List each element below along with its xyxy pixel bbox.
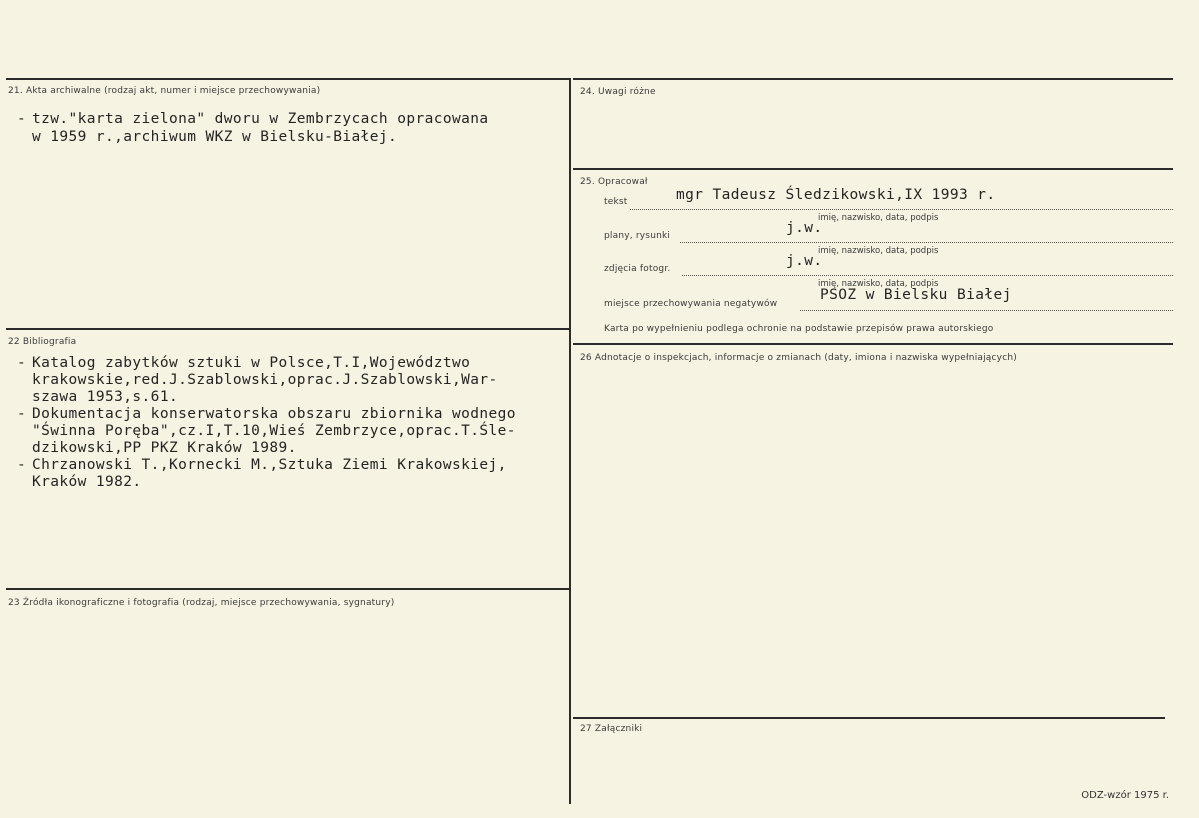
author-text-label: tekst <box>604 197 628 207</box>
bibliography-line: Dokumentacja konserwatorska obszaru zbiornika wodnego <box>32 406 516 422</box>
section-25-label: 25. Opracował <box>580 177 648 187</box>
copyright-note: Karta po wypełnieniu podlega ochronie na podstawie przepisów prawa autorskiego <box>604 324 994 334</box>
bibliography-dash: - <box>17 406 27 422</box>
bibliography-dash: - <box>17 355 27 371</box>
section-26-label: 26 Adnotacje o inspekcjach, informacje o zmianach (daty, imiona i nazwiska wypełniających) <box>580 353 1017 363</box>
photos-label: zdjęcia fotogr. <box>604 264 671 274</box>
plans-value: j.w. <box>786 220 823 236</box>
archive-entry-line: tzw."karta zielona" dworu w Zembrzycach opracowana <box>32 111 489 127</box>
bibliography-entry <box>17 457 516 491</box>
author-text-value: mgr Tadeusz Śledzikowski,IX 1993 r. <box>676 187 996 203</box>
plans-label: plany, rysunki <box>604 231 671 241</box>
bibliography-line: "Świnna Poręba",cz.I,T.10,Wieś Zembrzyce,oprac.T.Śle- <box>32 423 516 439</box>
rule-25-26 <box>573 343 1173 345</box>
plans-hint: imię, nazwisko, data, podpis <box>818 246 939 256</box>
bibliography-entry <box>17 355 516 406</box>
section-24-label: 24. Uwagi różne <box>580 87 656 97</box>
photos-dotline <box>682 275 1173 276</box>
negatives-location-value: PSOZ w Bielsku Białej <box>820 287 1012 303</box>
photos-value: j.w. <box>786 253 823 269</box>
bibliography-line: Chrzanowski T.,Kornecki M.,Sztuka Ziemi Krakowskiej, <box>32 457 507 473</box>
rule-26-27 <box>573 717 1165 719</box>
bibliography-entry <box>17 406 516 457</box>
bibliography-line: krakowskie,red.J.Szablowski,oprac.J.Szablowski,War- <box>32 372 498 388</box>
top-rule-left <box>6 78 570 80</box>
top-rule-right <box>573 78 1173 80</box>
bibliography-line: Katalog zabytków sztuki w Polsce,T.I,Województwo <box>32 355 471 371</box>
bibliography-line: Kraków 1982. <box>32 474 142 490</box>
section-22-label: 22 Bibliografia <box>8 337 77 347</box>
archive-entry-line: w 1959 r.,archiwum WKZ w Bielsku-Białej. <box>32 129 398 145</box>
rule-22-23 <box>6 588 570 590</box>
section-21-label: 21. Akta archiwalne (rodzaj akt, numer i miejsce przechowywania) <box>8 86 321 96</box>
vertical-divider <box>569 78 571 804</box>
author-text-hint: imię, nazwisko, data, podpis <box>818 213 939 223</box>
rule-24-25 <box>573 168 1173 170</box>
archive-entry-dash: - <box>17 111 27 127</box>
section-23-label: 23 Źródła ikonograficzne i fotografia (rodzaj, miejsce przechowywania, sygnatury) <box>8 598 395 608</box>
form-template-label: ODZ-wzór 1975 r. <box>1081 790 1169 801</box>
bibliography-list <box>17 355 516 491</box>
bibliography-dash: - <box>17 457 27 473</box>
section-27-label: 27 Załączniki <box>580 724 643 734</box>
negatives-location-label: miejsce przechowywania negatywów <box>604 299 778 309</box>
bibliography-line: dzikowski,PP PKZ Kraków 1989. <box>32 440 297 456</box>
bibliography-line: szawa 1953,s.61. <box>32 389 179 405</box>
negatives-location-dotline <box>800 310 1173 311</box>
plans-dotline <box>680 242 1173 243</box>
author-text-dotline <box>630 209 1173 210</box>
rule-21-22 <box>6 328 570 330</box>
photos-hint: imię, nazwisko, data, podpis <box>818 279 939 289</box>
